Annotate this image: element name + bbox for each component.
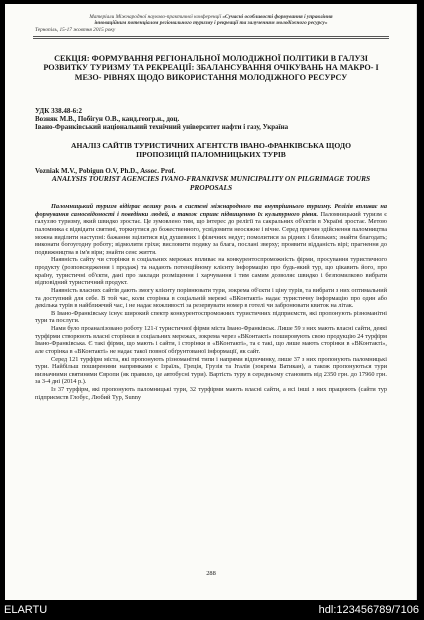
- paragraph: Наявність власних сайтів дають змогу клієнту порівнювати тури, зокрема об'єкти і ціну турів, та вибрати з них оптимальний та доступний для себе. В той час, коли сторінка в соціальній мережі «ВКонтакті» надає туристичну інформацію про один або декілька турів в найближчий час, і не надає можливості за резервувати номер в готелі чи забронювати квиток на літак.: [35, 286, 387, 310]
- paragraph: Нами було проаналізовано роботу 121-ї туристичної фірми міста Івано-Франківськ. Лише 59 з них мають власні сайти, деякі турфірми створюють власні сторінки в соціальних мережах, зокрема через «ВКонтакті» пошировують свою продукцію 24 турфірм Івано-Франківська. Є такі фірми, що мають і сайти, і сторінки в «ВКонтакті», та є такі, що лише мають сторінки в «ВКонтакті», але сторінка в «ВКонтакті» не надає такої повної обґрунтованої інформації, як сайт.: [35, 325, 387, 355]
- paragraph: Із 37 турфірм, які пропонують паломницькі тури, 32 турфірми мають власні сайти, а всі інші з них працюють (сайти тур підприємств Глобус, Любий Тур, Sunny: [35, 386, 387, 401]
- authors: Возняк М.В., Побігун О.В., канд.геогр.н., доц.: [35, 115, 180, 123]
- footer-bar: [0, 600, 424, 620]
- paragraph: Серед 121 турфірм міста, які пропонують різноманітні типи і напрями відпочинку, лише 37 з них пропонують паломницькі тури. Найбільш поширеними напрямками є Ізраїль, Греція, Грузія та Італія (зокрема Ватикан), а також пропонуються тури визначними святинями Європи (як правило, це автобусні тури). Вартість туру в середньому становить від 2350 грн. до 17960 грн. за 3-4 дні (2014 р.).: [35, 355, 387, 386]
- handle-link[interactable]: hdl:123456789/7106: [318, 604, 419, 616]
- section-heading: СЕКЦІЯ: ФОРМУВАННЯ РЕГІОНАЛЬНОЇ МОЛОДІЖНОЇ ПОЛІТИКИ В ГАЛУЗІ РОЗВИТКУ ТУРИЗМУ ТА РЕКРЕАЦІЇ: ЗБАЛАНСУВАННЯ ОЧІКУВАНЬ НА МАКРО- І МЕЗО- РІВНЯХ ЩОДО ВИКОРИСТАННЯ МОЛОДІЖНОГО РЕСУРСУ: [43, 54, 379, 82]
- article-title-ua: АНАЛІЗ САЙТІВ ТУРИСТИЧНИХ АГЕНТСТВ ІВАНО-ФРАНКІВСЬКА ЩОДО ПРОПОЗИЦІЙ ПАЛОМНИЦЬКИХ ТУРІВ: [70, 141, 351, 159]
- header-title: «Сучасні особливості формування і управління: [222, 14, 333, 20]
- authors-en: Vozniak M.V., Pobigun O.V, Ph.D., Assoc. Prof.: [35, 167, 176, 175]
- header-line-3: Тернопіль, 15-17 жовтня 2015 року: [35, 26, 116, 33]
- document-page: [5, 4, 417, 600]
- header-prefix: Матеріали Міжнародної науково-практичної конференції: [89, 14, 222, 20]
- header-rule-2: [33, 38, 389, 39]
- affiliation: Івано-Франківський національний технічний університет нафти і газу, Україна: [35, 123, 289, 131]
- article-title-en: ANALYSIS TOURIST AGENCIES IVANO-FRANKIVSK MUNICIPALITY ON PILGRIMAGE TOURS PROPOSALS: [51, 174, 371, 192]
- header-rule: [33, 36, 389, 37]
- paragraph: В Івано-Франківську існує широкий спектр конкурентоспроможних туристичних підприємств, які пропонують різноманітні тури та послуги.: [35, 309, 387, 325]
- conference-header: [35, 14, 387, 33]
- page-number: 288: [206, 570, 216, 577]
- header-line-2: інноваційним потенціалом регіонального туризму і рекреації та залученням молодіжного ресурсу»: [94, 20, 328, 27]
- udc-code: УДК 338.48-6:2: [35, 107, 82, 115]
- abstract-bold: Паломницький туризм відіграє велику роль в системі міжнародного та внутрішнього туризму. Релігія впливає на формування самосвідомості і поведінки людей, а також сприяє підвищенню їх культурного рівня.: [35, 203, 387, 218]
- repository-name: ELARTU: [4, 604, 48, 616]
- paragraph: [35, 203, 387, 256]
- paragraph: Наявність сайту чи сторінки в соціальних мережах впливає на конкурентоспроможність фірми, просування туристичного продукту (розповсюдження і продаж) та надають потенційному клієнту інформацію про будь-який тур, що цікавить його, про країну, туристичні об'єкти, дані про заклади розміщення і харчування і тим самим дозволяє швидко і безпомилково вибрати відповідний туристичний продукт.: [35, 256, 387, 287]
- paragraph-rest: Паломницький туризм є галуззю туризму, який швидко зростає. Це зумовлено тим, що інтерес до релігії та сакральних об'єктів в Україні зростає. Метою паломника є відвідати святині, торкнутися до божественного, усвідомити неосяжне і вічне. Серед причин здійснення паломництва можна виділити наступні: бажання зцілитися від душевних і фізичних недуг; помолитися за рідних і близьких; знайти благодать; виконати богоугодну роботу; відмолити гріхи; висловити подяку за блага, послані зверху; проявити відданість вірі; прагнення до подвижництва в ім'я віри; знайти сенс життя.: [35, 210, 388, 256]
- article-body: [35, 203, 387, 401]
